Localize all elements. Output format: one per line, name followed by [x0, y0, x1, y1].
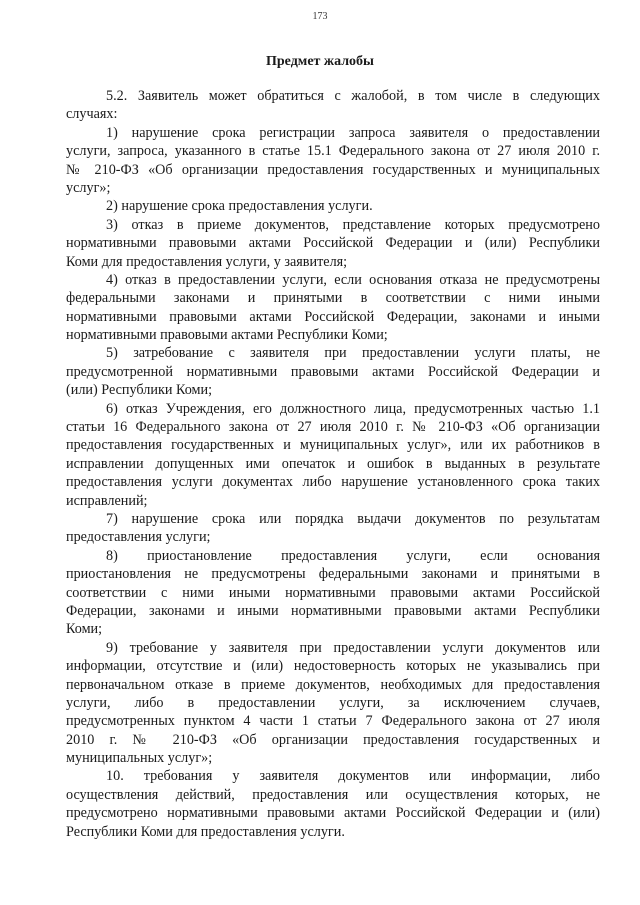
text-line: нормативными правовыми актами Республики Коми;	[66, 327, 388, 344]
text-line: услуг»;	[66, 179, 111, 196]
text-line: предоставления услуги;	[66, 529, 211, 546]
text-line: 8) приостановление предоставления услуги, если основания	[106, 547, 600, 564]
text-line: 2010 г. № 210-ФЗ «Об организации предоставления государственных и	[66, 731, 600, 748]
text-line: 3) отказ в приеме документов, представление которых предусмотрено	[106, 216, 600, 233]
text-line: предусмотрено нормативными правовыми актами Российской Федерации и (или)	[66, 805, 600, 822]
text-line: 9) требование у заявителя при предоставлении услуги документов или	[106, 639, 600, 656]
text-line: (или) Республики Коми;	[66, 382, 213, 399]
text-line: соответствии с ними иными нормативными правовыми актами Российской	[66, 584, 600, 601]
text-line: федеральными законами и принятыми в соответствии с ними иными	[66, 290, 600, 307]
text-line: Коми;	[66, 621, 103, 638]
text-line: Федерации, законами и иными нормативными правовыми актами Республики	[66, 602, 600, 619]
text-line: 5.2. Заявитель может обратиться с жалобой, в том числе в следующих	[106, 88, 600, 104]
page-number: 173	[312, 11, 328, 22]
text-line: услуги, запроса, указанного в статье 15.1 Федерального закона от 27 июля 2010 г.	[66, 143, 600, 160]
text-line: 4) отказ в предоставлении услуги, если основания отказа не предусмотрены	[106, 271, 600, 288]
section-title: Предмет жалобы	[266, 54, 374, 69]
text-line: осуществления действий, предоставления или осуществления которых, не	[66, 786, 600, 803]
text-line: муниципальных услуг»;	[66, 750, 213, 767]
text-line: первоначальном отказе в приеме документов, необходимых для предоставления	[66, 676, 600, 693]
text-line: 1) нарушение срока регистрации запроса заявителя о предоставлении	[106, 124, 600, 141]
text-line: 2) нарушение срока предоставления услуги.	[106, 198, 373, 215]
text-line: нормативными правовыми актами Российской Федерации, законами и иными	[66, 308, 600, 325]
text-line: предоставления услуги документах либо нарушение установленного срока таких	[66, 474, 600, 491]
text-line: 6) отказ Учреждения, его должностного лица, предусмотренных частью 1.1	[106, 400, 600, 417]
text-line: № 210-ФЗ «Об организации предоставления государственных и муниципальных	[66, 161, 600, 178]
text-line: статьи 16 Федерального закона от 27 июля 2010 г. № 210-ФЗ «Об организации	[66, 419, 600, 436]
text-line: приостановления не предусмотрены федеральными законами и принятыми в	[66, 566, 600, 583]
text-line: 5) затребование с заявителя при предоставлении услуги платы, не	[106, 345, 600, 362]
text-line: 7) нарушение срока или порядка выдачи документов по результатам	[106, 510, 600, 527]
text-line: исправлении допущенных ими опечаток и ошибок в выданных в результате	[66, 455, 600, 472]
text-line: информации, отсутствие и (или) недостоверность которых не указывались при	[66, 658, 600, 675]
text-line: случаях:	[66, 106, 118, 123]
text-line: предусмотренной нормативными правовыми актами Российской Федерации и	[66, 363, 600, 380]
document-body	[66, 87, 600, 841]
text-line: услуги, либо в предоставлении услуги, за исключением случаев,	[66, 694, 600, 711]
text-line: исправлений;	[66, 492, 148, 509]
text-line: Коми для предоставления услуги, у заявителя;	[66, 253, 348, 270]
text-line: предусмотренных пунктом 4 части 1 статьи 7 Федерального закона от 27 июля	[66, 713, 600, 730]
text-line: предоставления государственных и муниципальных услуг», или их работников в	[66, 437, 600, 454]
text-line: 10. требования у заявителя документов или информации, либо	[106, 768, 600, 785]
text-line: нормативными правовыми актами Российской Федерации и (или) Республики	[66, 235, 600, 252]
text-line: Республики Коми для предоставления услуги.	[66, 823, 345, 840]
